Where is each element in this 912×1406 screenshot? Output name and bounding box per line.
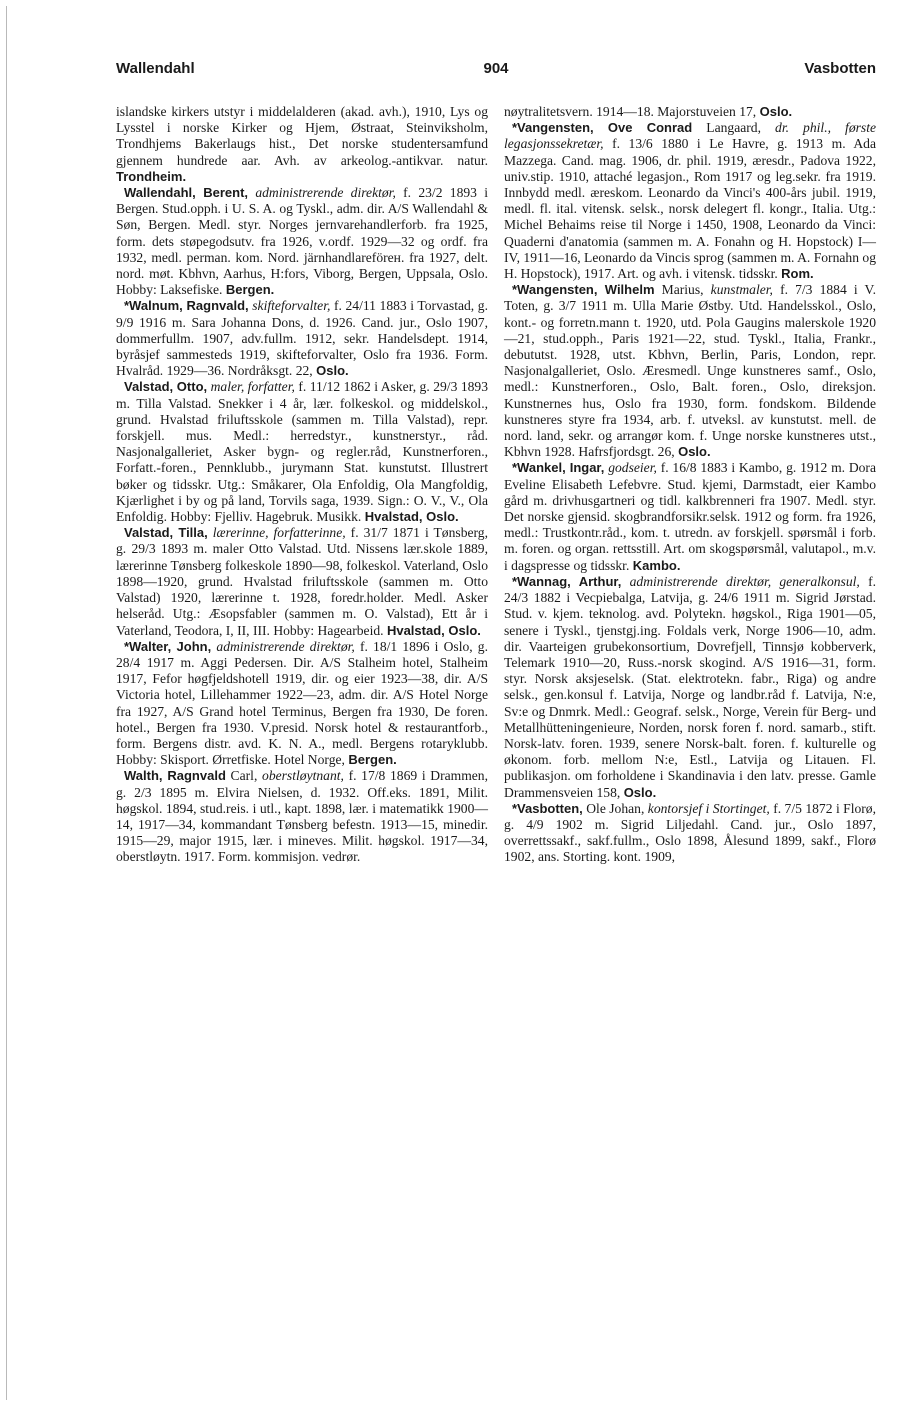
entry-name: Valstad, Tilla, bbox=[124, 525, 208, 541]
entry-wangensten-wilhelm bbox=[504, 282, 876, 460]
entry-walnum-ragnvald bbox=[116, 298, 488, 379]
entry-city: Bergen. bbox=[348, 752, 397, 768]
entry-occupation: kontorsjef i Stortinget, bbox=[647, 800, 770, 816]
entry-body: f. 24/11 1883 i Torvastad, g. 9/9 1916 m. Sara Johanna Dons, d. 1926. Cand. jur., Oslo 1907, dommerfullm. 1907, adv.fullm. 1912, sekr. Handelsdept. 1914, byråsjef sammesteds 1919, skifteforvalter, Oslo fra 1936. Form. Hvalråd. 1929—36. Nordråksgt. 22, bbox=[116, 298, 488, 379]
entry-occupation: kunstmaler, bbox=[710, 282, 773, 298]
entry-occupation: skifteforvalter, bbox=[252, 298, 331, 314]
entry-body: f. 23/2 1893 i Bergen. Stud.opph. i U. S. A. og Tyskl., adm. dir. A/S Wallendahl & Søn, Bergen. Medl. styr. Norges jernvarehandlerforb. fra 1925, form. dets støpegodsutv. fra 1926, v.ordf. 1929—32 og ordf. fra 1932, medl. perman. kom. Nord. järnhandlareförен. fra 1927, delt. nord. møt. Kbhvn, Aarhus, H:fors, Viborg, Bergen, Uppsala, Oslo. Hobby: Laksefiske. bbox=[116, 185, 488, 298]
entry-name: Valstad, Otto, bbox=[124, 379, 208, 395]
entry-body: f. 18/1 1896 i Oslo, g. 28/4 1917 m. Aggi Pedersen. Dir. A/S Stalheim hotel, Stalheim 1917, Fefor høgfjeldshotell 1919, dir. og eier 1923—38, dir. A/S Victoria hotel, Lillehammer 1922—23, adm. dir. A/S Hotel Norge fra 1927, A/S Grand hotel Terminus, Bergen fra 1930, De foren. hotel., Bergen fra 1930. V.presid. Norsk hotel & restaurantforb., form. Bergens distr. avd. K. N. A., medl. Bergens rotaryklubb. Hobby: Skisport. Ørretfiske. Hotel Norge, bbox=[116, 638, 489, 768]
entry-body: f. 17/8 1869 i Drammen, g. 2/3 1895 m. Elvira Nielsen, d. 1932. Off.eks. 1891, Milit. høgskol. 1894, stud.reis. i utl., kapt. 1898, lær. i matematikk 1900—14, 1917—34, kommandant Tønsberg befestn. 1913—15, minedir. 1915—29, major 1915, lær. i mineves. Milit. høgskol. 1917—34, oberstløytn. 1917. Form. kommisjon. vedrør. bbox=[116, 768, 489, 865]
entry-occupation: administrerende direktør, generalkonsul, bbox=[629, 573, 860, 589]
header-last-entry: Vasbotten bbox=[804, 60, 876, 77]
entry-city: Oslo. bbox=[678, 444, 711, 460]
page-header bbox=[116, 60, 876, 86]
entry-continued bbox=[116, 104, 488, 185]
entry-occupation: administrerende direktør, bbox=[255, 185, 396, 201]
entry-wallendahl-berent bbox=[116, 185, 488, 298]
entry-name-suffix: Marius, bbox=[661, 282, 704, 298]
entry-name-suffix: Carl, bbox=[230, 768, 258, 784]
entry-body: nøytralitetsvern. 1914—18. Majorstuveien 17, bbox=[504, 104, 757, 119]
left-column bbox=[116, 104, 488, 866]
entry-city: Trondheim. bbox=[116, 168, 187, 184]
entry-city: Oslo. bbox=[759, 104, 793, 119]
entry-name: Walth, Ragnvald bbox=[124, 768, 226, 784]
entry-city: Oslo. bbox=[316, 363, 349, 379]
entry-body: f. 7/3 1884 i V. Toten, g. 3/7 1911 m. Ulla Marie Østby. Utd. Handelsskol., Oslo, kont.- og forretn.mann t. 1920, utd. Pola Gaugins malerskole 1920—21, stud.opph., Paris 1921—22, stud. Tyskl., Italia, Frankr., debututst. 1928, utst. Kbhvn, Berlin, Paris, London, repr. Nasjonalgalleriet, Oslo. Æresmedl. Unge kunstneres samf., Oslo, medl.: Kunstnerforen., Oslo, Balt. foren., Oslo, direksjon. Kunstnernes hus, Oslo fra 1930, form. fondskom. Bildende kunstneres styre fra 1934, arb. f. utveksl. av kunstutst. mell. de nord. land, sekr. og arrangør kom. f. Unge norske kunstneres utst., Kbhvn 1928. Hafrsfjordsgt. 26, bbox=[504, 282, 876, 460]
right-column bbox=[504, 104, 876, 866]
entry-city: Hvalstad, Oslo. bbox=[364, 509, 459, 525]
entry-valstad-otto bbox=[116, 379, 488, 525]
entry-walter-john bbox=[116, 639, 488, 769]
entry-name: Wallendahl, Berent, bbox=[124, 185, 249, 201]
entry-body: f. 24/3 1882 i Vecpiebalga, Latvija, g. 24/6 1911 m. Sigrid Jørstad. Stud. v. kjem. teknolog. avd. Polytekn. høgskol., Riga 1901—05, senere i Tyskl., tjenstgj.ing. Foldals verk, Norge 1906—10, adm. dir. Vaarteigen grubekonsortium, Dovrefjell, Tinnsjø kobberverk, Telemark 1910—20, Russ.-norsk skogind. A/S 1916—31, form. styr. Norsk aksjeselsk. (Stat. elektrotekn. fabr., Riga) og andre selsk., gen.konsul f. Latvija, Norge og landbr.råd f. Latvija, N:e, Sv:e og Dnmrk. Medl.: Geograf. selsk., Norge, Verein für Berg- und Metallhütteningenieure, Norden, norsk foren f. nord. samarb., stift. Norsk-latv. foren. 1939, senere Norsk-balt. foren. f. kulturelle og økonom. forb. mellom N:e, Estl., Latvija og Litauen. Fl. publikasjon. om forholdene i Skandinavia i den latv. presse. Gamle Drammensveien 158, bbox=[504, 573, 877, 800]
entry-name: *Vasbotten, bbox=[512, 800, 583, 816]
entry-wannag-arthur bbox=[504, 574, 876, 801]
entry-body: f. 13/6 1880 i Le Havre, g. 1913 m. Ada Mazzega. Cand. mag. 1906, dr. phil. 1919, æresdr., Padova 1922, univ.stip. 1910, attaché legasjon., Rom 1917 og leg.sekr. fra 1919. Innbydd medl. æreskom. Leonardo da Vinci's 400-års jubil. 1919, medl. fl. ital. vitensk. selsk., norsk delegert fl. kongr., Italia. Utg.: Michel Behaims reise til Norge i 1450, 1908, Leonardo da Vinci: Quaderni d'anatomia (sammen m. A. Fonahn og H. Hopstock) I—IV, 1911—16, Leonardo da Vincis sprog (sammen m. A. Fornahn og H. Hopstock), 1917. Art. og avh. i vitensk. tidsskr. bbox=[504, 136, 877, 282]
entry-city: Hvalstad, Oslo. bbox=[386, 622, 481, 638]
entry-name: *Wankel, Ingar, bbox=[512, 460, 605, 476]
entry-body: f. 7/5 1872 i Florø, g. 4/9 1902 m. Sigrid Liljedahl. Cand. jur., Oslo 1897, overrettssakf., sakf.fullm., Oslo 1898, Ålesund 1899, sakf., Florø 1902, ans. Storting. kont. 1909, bbox=[504, 800, 876, 865]
entry-body: f. 11/12 1862 i Asker, g. 29/3 1893 m. Tilla Valstad. Snekker i 4 år, lær. folkeskol. og middelskol., grund. Hvalstad friluftsskole (sammen m. Tilla Valstad), repr. forskjell. mus. Medl.: herredstyr., kunstnerstyr., råd. Nasjonalgalleriet, Asker bygn- og regler.råd, Kunstnerforen., Forfatt.-foren., Pennklubb., jurymann Stat. kunstutst. Illustrert bøker og tidsskr. Utg.: Småkarer, Ola Enfoldig, Ola Mangfoldig, Kjærlighet i by og på land, Torvils saga, 1939. Sign.: O. V., V., Ola Enfoldig. Hobby: Fjelliv. Hagebruk. Musikk. bbox=[116, 379, 489, 525]
entry-occupation: godseier, bbox=[608, 460, 657, 476]
entry-city: Kambo. bbox=[632, 557, 681, 573]
entry-body: f. 16/8 1883 i Kambo, g. 1912 m. Dora Eveline Elisabeth Lefebvre. Stud. kjemi, Darmstadt, eier Kambo gård m. drivhusgartneri og tidl. kalkbrenneri fra 1907. Medl. styr. Det norske gjensid. skogbrandforsikr.selsk. 1912 og form. fra 1926, medl.: Trustkontr.råd., kom. t. utredn. av forskjell. spørsmål i forb. m. foren. og organ. rettsstill. Art. om skogspørsmål, valutapol., m.v. i dagspresse og tidsskr. bbox=[504, 460, 876, 573]
entry-vasbotten-ole bbox=[504, 801, 876, 866]
entry-body: islandske kirkers utstyr i middelalderen (akad. avh.), 1910, Lys og Lysstel i norske Kirker og Hjem, Østraat, Steinviksholm, Trondhjems Bakerlaugs hist., Det norske studentersamfund gjennem hundrede aar. Avh. av arkeolog.-antikvar. natur. bbox=[116, 104, 488, 168]
entry-name: *Walter, John, bbox=[124, 638, 212, 654]
entry-occupation: maler, forfatter, bbox=[210, 379, 295, 395]
entry-occupation: dr. phil., første legasjonssekretær, bbox=[504, 120, 877, 152]
entry-occupation: lærerinne, forfatterinne, bbox=[212, 525, 346, 541]
entry-valstad-tilla bbox=[116, 525, 488, 638]
entry-city: Rom. bbox=[781, 266, 814, 282]
entry-city: Bergen. bbox=[225, 282, 275, 298]
entry-name: *Wangensten, Wilhelm bbox=[512, 282, 655, 298]
page-number: 904 bbox=[483, 60, 509, 77]
entry-walth-ragnvald bbox=[116, 768, 488, 865]
entry-name-suffix: Ole Johan, bbox=[586, 800, 645, 816]
header-first-entry: Wallendahl bbox=[116, 60, 195, 77]
entry-vangensten-ove bbox=[504, 120, 876, 282]
entry-body: f. 31/7 1871 i Tønsberg, g. 29/3 1893 m. maler Otto Valstad. Utd. Nissens lær.skole 1889, lærerinne Tønsberg folkeskole 1890—98, folkeskol. Vaterland, Oslo 1898—1920, grund. Hvalstad friluftsskole (sammen m. Otto Valstad) 1920, lærerinne t. 1928, foredr.holder. Medl. Asker helseråd. Utg.: Æsopsfabler (sammen m. O. Valstad), Ett år i Vaterland, Teodora, I, II, III. Hobby: Hagearbeid. bbox=[116, 525, 489, 638]
entry-name: *Vangensten, Ove Conrad bbox=[512, 120, 693, 136]
entry-continued bbox=[504, 104, 876, 120]
entry-occupation: administrerende direktør, bbox=[216, 638, 355, 654]
entry-occupation: oberstløytnant, bbox=[262, 768, 344, 784]
entry-name: *Wannag, Arthur, bbox=[512, 573, 622, 589]
entry-name: *Walnum, Ragnvald, bbox=[124, 298, 249, 314]
entry-wankel-ingar bbox=[504, 460, 876, 573]
entry-name-suffix: Langaard, bbox=[706, 120, 761, 136]
entry-city: Oslo. bbox=[623, 784, 657, 800]
page-edge-line bbox=[6, 6, 7, 1400]
